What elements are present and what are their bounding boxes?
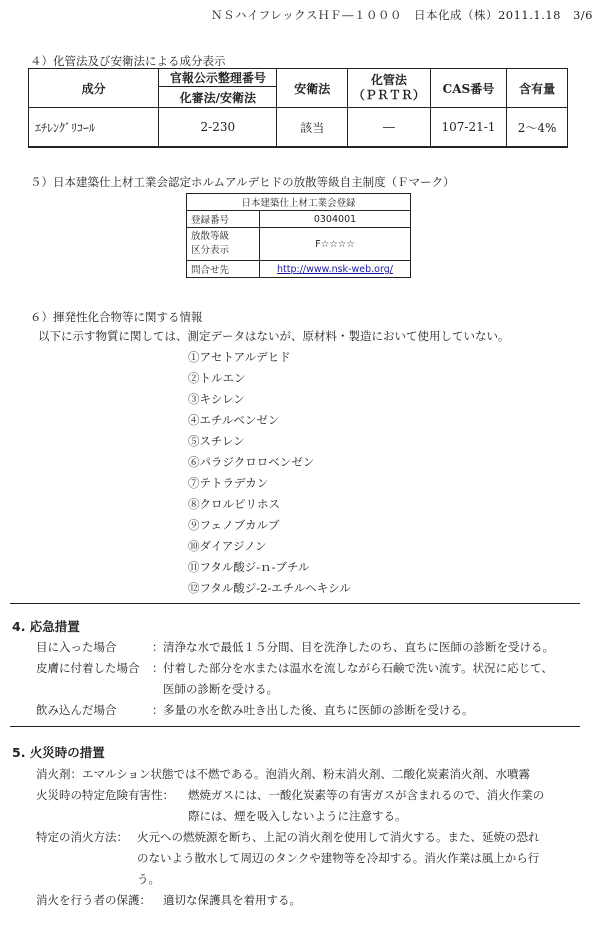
hazard-text-1: 燃焼ガスには、一酸化炭素等の有害ガスが含まれるので、消火作業の	[188, 788, 545, 802]
first-aid-title: 4. 応急措置	[12, 619, 80, 634]
col-kakan-line2: （ＰＲＴＲ）	[352, 88, 425, 102]
divider	[10, 603, 580, 604]
fmark-table	[186, 193, 411, 278]
voc-intro: 以下に示す物質に関しては、測定データはないが、原材料・製造において使用していない。	[38, 329, 510, 343]
eye-text: 清浄な水で最低１５分間、目を洗浄したのち、直ちに医師の診断を受ける。	[163, 640, 554, 654]
skin-label: 皮膚に付着した場合	[36, 661, 140, 675]
grade-label	[187, 228, 260, 261]
list-item: ⑩ダイアジノン	[188, 539, 267, 553]
col-content: 含有量	[507, 69, 568, 108]
table-row	[29, 108, 568, 148]
protect-label: 消火を行う者の保護：	[36, 893, 151, 907]
list-item: ⑤スチレン	[188, 434, 245, 448]
list-item: ③キシレン	[188, 392, 245, 406]
col-kakan	[348, 69, 431, 108]
colon: ：	[152, 640, 164, 654]
cell-kashin: 2-230	[159, 108, 277, 148]
fire-title: 5. 火災時の措置	[12, 745, 105, 760]
col-kakan-line1: 化管法	[370, 73, 407, 87]
list-item: ②トルエン	[188, 371, 246, 385]
section-composition-title: ４）化管法及び安衛法による成分表示	[30, 54, 226, 68]
list-item: ⑫フタル酸ジ-2-エチルヘキシル	[188, 581, 351, 595]
cell-component: ｴﾁﾚﾝｸﾞﾘｺｰﾙ	[29, 108, 159, 148]
col-component: 成分	[29, 69, 159, 108]
method-text-1: 火元への燃焼源を断ち、上記の消火剤を使用して消火する。また、延焼の恐れ	[137, 830, 540, 844]
contact-label: 問合せ先	[187, 261, 260, 278]
method-label: 特定の消火方法：	[36, 830, 128, 844]
reg-label: 登録番号	[187, 211, 260, 228]
cell-prtr: ―	[348, 108, 431, 148]
grade-label-line1: 放散等級	[191, 231, 230, 242]
list-item: ⑦テトラデカン	[188, 476, 269, 490]
contact-link[interactable]: http://www.nsk-web.org/	[277, 263, 393, 275]
swallow-text: 多量の水を飲み吐き出した後、直ちに医師の診断を受ける。	[163, 703, 474, 717]
list-item: ⑧クロルピリホス	[188, 497, 280, 511]
skin-text-1: 付着した部分を水または温水を流しながら石鹸で洗い流す。状況に応じて、	[163, 661, 553, 675]
reg-value: 0304001	[260, 211, 411, 228]
page-header: ＮＳハイフレックスＨＦ―１０００ 日本化成（株）2011.1.18 3/6	[211, 8, 593, 22]
hazard-label: 火災時の特定危険有害性：	[36, 788, 174, 802]
col-aneihou: 安衛法	[277, 69, 348, 108]
method-text-3: う。	[137, 872, 160, 886]
swallow-label: 飲み込んだ場合	[36, 703, 117, 717]
list-item: ⑥パラジクロロベンゼン	[188, 455, 315, 469]
cell-cas: 107-21-1	[430, 108, 507, 148]
cell-anei: 該当	[277, 108, 348, 148]
grade-label-line2: 区分表示	[191, 245, 230, 256]
fmark-table-title: 日本建築仕上材工業会登録	[187, 194, 411, 211]
col-gazette-group: 官報公示整理番号	[159, 69, 277, 87]
method-text-2: のないよう散水して周辺のタンクや建物等を冷却する。消火作業は風上から行	[137, 851, 540, 865]
section-fmark-title: ５）日本建築仕上材工業会認定ホルムアルデヒドの放散等級自主制度（Ｆマーク）	[30, 175, 455, 189]
col-kashin-aneihou: 化審法/安衛法	[159, 87, 277, 108]
colon: ：	[152, 703, 164, 717]
eye-label: 目に入った場合	[36, 640, 117, 654]
protect-text: 適切な保護具を着用する。	[163, 893, 301, 907]
divider	[10, 726, 580, 727]
col-cas: CAS番号	[430, 69, 507, 108]
list-item: ④エチルベンゼン	[188, 413, 280, 427]
grade-value: F☆☆☆☆	[260, 228, 411, 261]
list-item: ⑨フェノブカルブ	[188, 518, 280, 532]
skin-text-2: 医師の診断を受ける。	[163, 682, 278, 696]
cell-content: 2～4%	[507, 108, 568, 148]
list-item: ①アセトアルデヒド	[188, 350, 291, 364]
colon: ：	[152, 661, 164, 675]
extinguisher-line: 消火剤：エマルション状態では不燃である。泡消火剤、粉末消火剤、二酸化炭素消火剤、水噴霧	[36, 767, 530, 781]
hazard-text-2: 際には、煙を吸入しないように注意する。	[188, 809, 407, 823]
composition-table	[28, 68, 568, 148]
section-voc-title: ６）揮発性化合物等に関する情報	[30, 310, 203, 324]
list-item: ⑪フタル酸ジ-ｎ-ブチル	[188, 560, 310, 574]
